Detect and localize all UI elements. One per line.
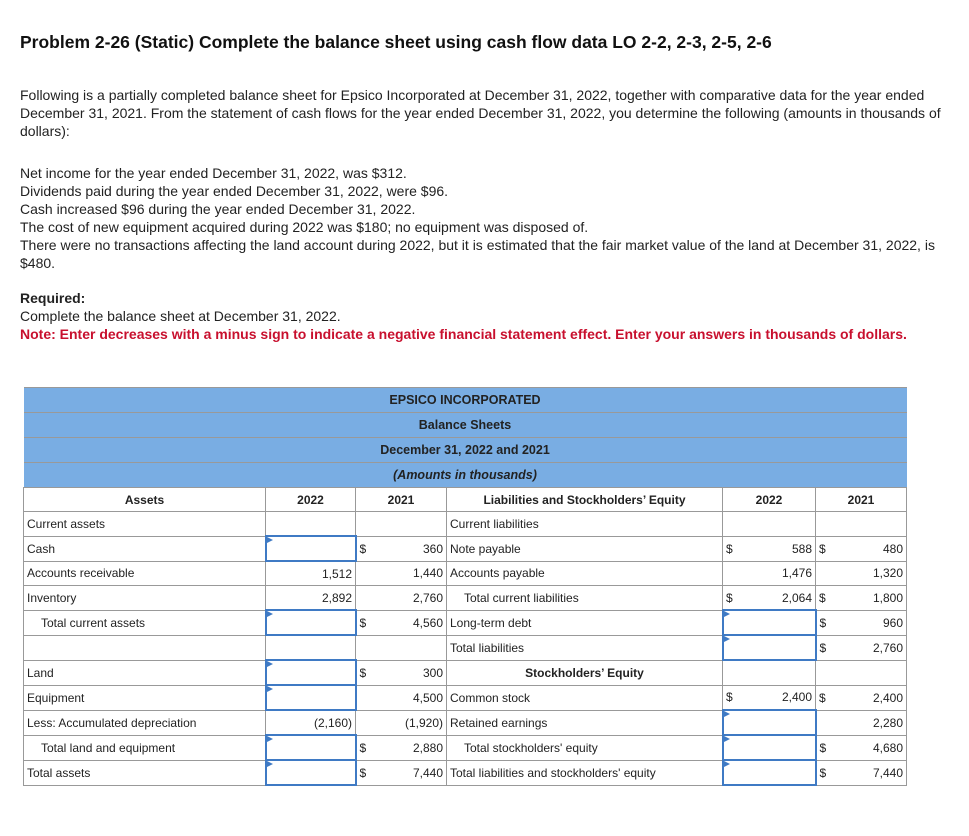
amount-cell: [816, 660, 907, 685]
amount-value: 960: [882, 615, 903, 630]
amount-cell: [816, 635, 907, 660]
liability-label: Note payable: [447, 536, 723, 561]
liability-label: Retained earnings: [447, 710, 723, 735]
asset-label: Cash: [24, 536, 266, 561]
dollar-sign: $: [359, 765, 367, 780]
intro-text: Following is a partially completed balance sheet for Epsico Incorporated at December 31, 2022, together with comparative data for the year ended December 31, 2021. From the statement of cash flows for the year ended December 31, 2022, you determine the following (amounts in thousands of dollars):: [20, 87, 941, 139]
amount-cell: [356, 735, 447, 760]
company-name: EPSICO INCORPORATED: [24, 388, 907, 413]
amount-cell: [266, 635, 356, 660]
amount-cell: [356, 710, 447, 735]
amount-cell: [816, 760, 907, 785]
liability-label: Total stockholders' equity: [447, 735, 723, 760]
fact: The cost of new equipment acquired during 2022 was $180; no equipment was disposed of.: [20, 219, 589, 235]
amount-value: 360: [422, 541, 443, 556]
asset-label: Inventory: [24, 586, 266, 611]
amount-value: 7,440: [872, 765, 903, 780]
dollar-sign: $: [819, 640, 827, 655]
table-row: [24, 635, 907, 660]
fact: Dividends paid during the year ended December 31, 2022, were $96.: [20, 183, 449, 199]
amount-value: 4,560: [412, 615, 443, 630]
amount-cell: [723, 561, 816, 586]
liability-label: Total liabilities: [447, 635, 723, 660]
amount-value: 4,500: [412, 690, 443, 705]
amount-cell: [356, 536, 447, 561]
liability-label: Total liabilities and stockholders' equity: [447, 760, 723, 785]
liability-label: Current liabilities: [447, 512, 723, 537]
statement-date: December 31, 2022 and 2021: [24, 438, 907, 463]
amount-cell: [816, 512, 907, 537]
answer-input[interactable]: [266, 660, 356, 685]
asset-label: Total assets: [24, 760, 266, 785]
liability-label: Stockholders’ Equity: [447, 660, 723, 685]
amount-value: (1,920): [404, 715, 443, 730]
year-header: 2021: [816, 488, 907, 512]
amount-cell: [816, 610, 907, 635]
amount-cell: [723, 586, 816, 611]
amount-cell: [816, 586, 907, 611]
asset-label: Land: [24, 660, 266, 685]
table-row: [24, 586, 907, 611]
amount-value: 300: [422, 665, 443, 680]
amount-cell: [723, 512, 816, 537]
answer-input[interactable]: [266, 536, 356, 561]
fact: There were no transactions affecting the land account during 2022, but it is estimated that the fair market value of the land at December 31, 2022, is $480.: [20, 237, 935, 271]
amount-cell: [356, 610, 447, 635]
dollar-sign: $: [819, 590, 826, 605]
amount-value: 2,064: [781, 590, 812, 605]
amount-cell: [266, 586, 356, 611]
answer-input[interactable]: [266, 735, 356, 760]
answer-input[interactable]: [723, 735, 816, 760]
amount-cell: [266, 561, 356, 586]
year-header: 2021: [356, 488, 447, 512]
amount-cell: [723, 536, 816, 561]
dollar-sign: $: [726, 590, 733, 605]
table-row: [24, 536, 907, 561]
amount-value: 2,880: [412, 740, 443, 755]
answer-input[interactable]: [266, 760, 356, 785]
liability-label: Common stock: [447, 685, 723, 710]
amount-cell: [816, 735, 907, 760]
amount-value: 588: [791, 541, 812, 556]
table-row: [24, 561, 907, 586]
units-label: (Amounts in thousands): [24, 463, 907, 488]
amount-value: 2,400: [872, 690, 903, 705]
liabilities-header: Liabilities and Stockholders’ Equity: [447, 488, 723, 512]
answer-input[interactable]: [266, 610, 356, 635]
amount-cell: [356, 512, 447, 537]
amount-cell: [356, 660, 447, 685]
amount-value: 2,760: [412, 590, 443, 605]
liability-label: Long-term debt: [447, 610, 723, 635]
amount-value: 2,280: [872, 715, 903, 730]
dollar-sign: $: [819, 690, 826, 705]
amount-value: 1,320: [872, 566, 903, 581]
amount-cell: [356, 586, 447, 611]
required-text: Complete the balance sheet at December 31, 2022.: [20, 308, 341, 324]
problem-title: Problem 2-26 (Static) Complete the balance sheet using cash flow data LO 2-2, 2-3, 2-5, 2-6: [20, 32, 772, 52]
dollar-sign: $: [819, 740, 827, 755]
asset-label: Less: Accumulated depreciation: [24, 710, 266, 735]
dollar-sign: $: [819, 765, 827, 780]
asset-label: Accounts receivable: [24, 561, 266, 586]
asset-label: Equipment: [24, 685, 266, 710]
balance-sheet-table: [23, 387, 907, 786]
facts-list: [20, 164, 960, 272]
asset-label: Total land and equipment: [24, 735, 266, 760]
answer-input[interactable]: [723, 710, 816, 735]
asset-label: Current assets: [24, 512, 266, 537]
fact: Cash increased $96 during the year ended December 31, 2022.: [20, 201, 416, 217]
amount-value: 1,512: [321, 566, 352, 581]
amount-value: 2,400: [781, 690, 812, 705]
amount-cell: [723, 685, 816, 710]
asset-label: [24, 635, 266, 660]
answer-input[interactable]: [266, 685, 356, 710]
dollar-sign: $: [359, 541, 367, 556]
amount-value: (2,160): [313, 715, 352, 730]
amount-value: 1,440: [412, 566, 443, 581]
table-row: [24, 610, 907, 635]
note-text: Note: Enter decreases with a minus sign to indicate a negative financial statement effect. Enter your answers in thousands of dollars.: [20, 326, 907, 342]
fact: Net income for the year ended December 31, 2022, was $312.: [20, 165, 407, 181]
table-row: [24, 660, 907, 685]
table-row: [24, 685, 907, 710]
asset-label: Total current assets: [24, 610, 266, 635]
amount-value: 1,476: [781, 566, 812, 581]
amount-cell: [356, 760, 447, 785]
table-row: [24, 512, 907, 537]
assets-header: Assets: [24, 488, 266, 512]
amount-cell: [816, 710, 907, 735]
amount-value: 2,892: [321, 590, 352, 605]
answer-input[interactable]: [723, 610, 816, 635]
liability-label: Accounts payable: [447, 561, 723, 586]
statement-name: Balance Sheets: [24, 413, 907, 438]
dollar-sign: $: [726, 690, 733, 705]
liability-label: Total current liabilities: [447, 586, 723, 611]
year-header: 2022: [266, 488, 356, 512]
year-header: 2022: [723, 488, 816, 512]
amount-cell: [816, 685, 907, 710]
amount-value: 7,440: [412, 765, 443, 780]
amount-cell: [356, 561, 447, 586]
amount-value: 480: [882, 541, 903, 556]
table-row: [24, 735, 907, 760]
table-row: [24, 760, 907, 785]
amount-cell: [356, 635, 447, 660]
answer-input[interactable]: [723, 635, 816, 660]
dollar-sign: $: [726, 541, 733, 556]
amount-cell: [356, 685, 447, 710]
table-row: [24, 710, 907, 735]
amount-cell: [266, 710, 356, 735]
dollar-sign: $: [819, 541, 826, 556]
amount-value: 2,760: [872, 640, 903, 655]
answer-input[interactable]: [723, 760, 816, 785]
dollar-sign: $: [359, 740, 367, 755]
dollar-sign: $: [359, 615, 367, 630]
amount-cell: [266, 512, 356, 537]
amount-value: 1,800: [872, 590, 903, 605]
amount-cell: [816, 561, 907, 586]
amount-cell: [723, 660, 816, 685]
dollar-sign: $: [359, 665, 367, 680]
dollar-sign: $: [819, 615, 827, 630]
required-label: Required:: [20, 290, 86, 306]
amount-cell: [816, 536, 907, 561]
amount-value: 4,680: [872, 740, 903, 755]
